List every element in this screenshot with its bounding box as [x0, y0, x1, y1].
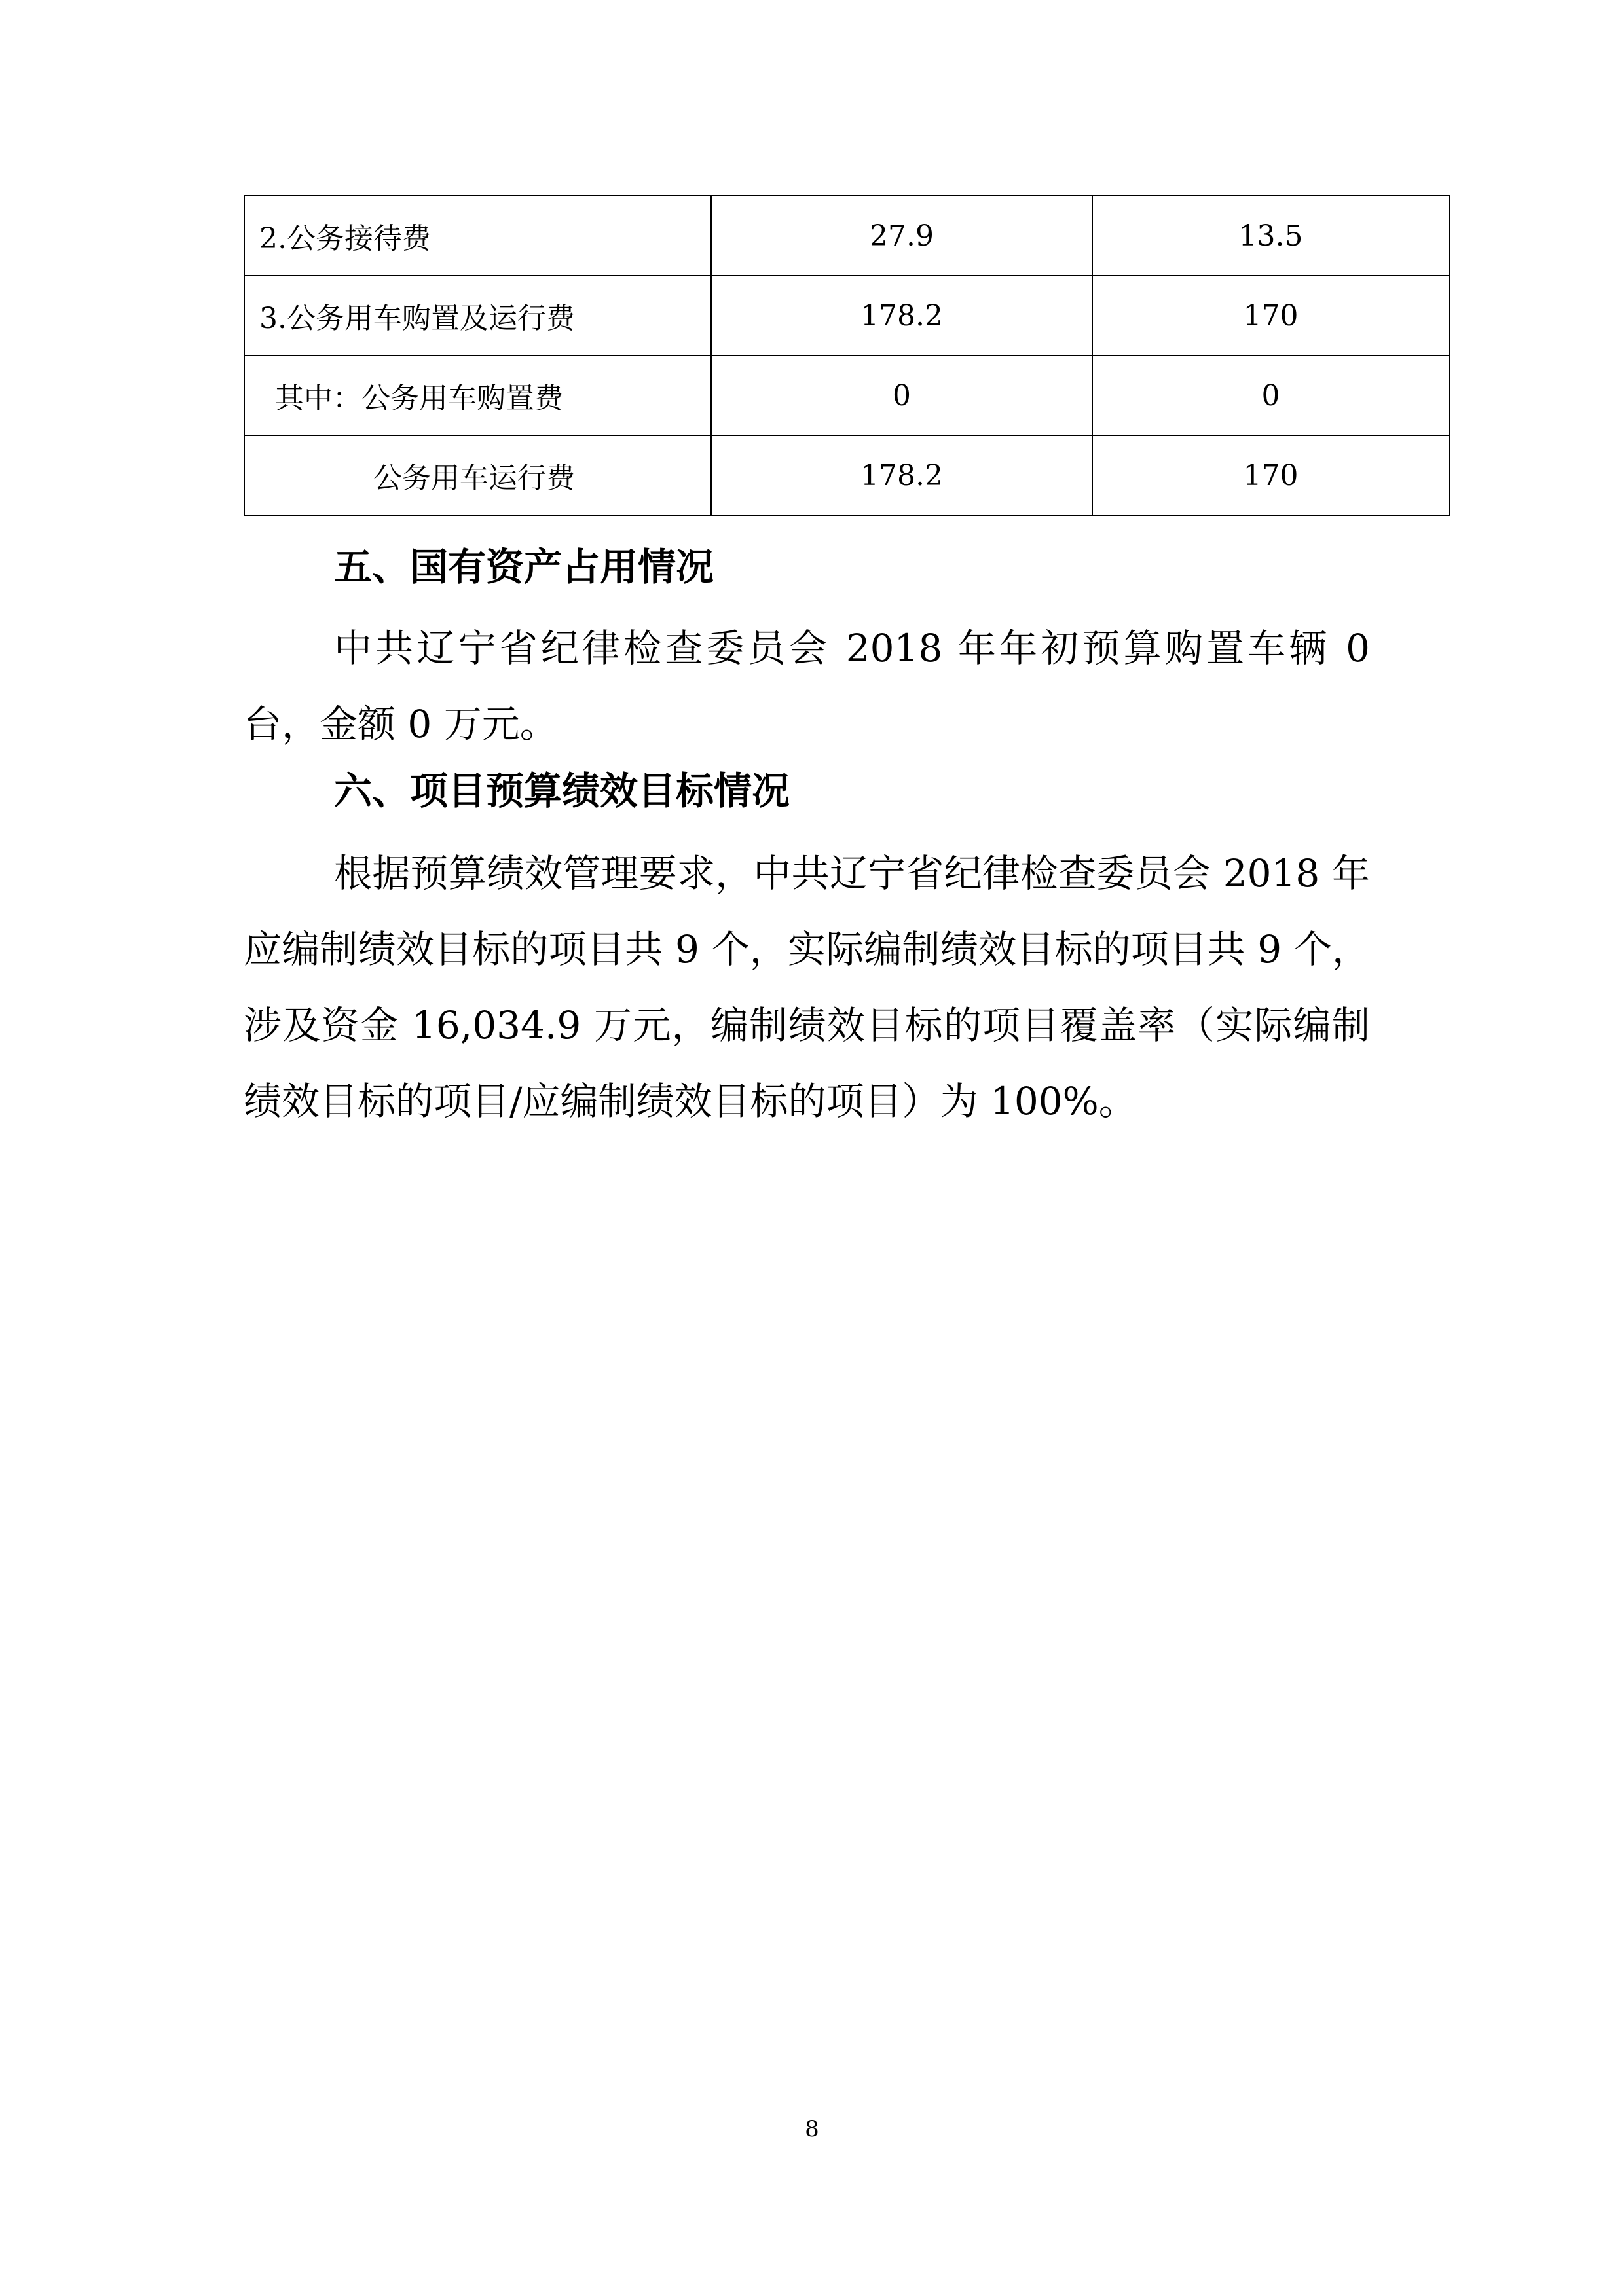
row-label: 3.公务用车购置及运行费	[244, 276, 711, 355]
row-value: 170	[1092, 435, 1449, 515]
section5-paragraph: 中共辽宁省纪律检查委员会 2018 年年初预算购置车辆 0 台，金额 0 万元。	[244, 626, 1370, 746]
section6-body	[244, 835, 1370, 1139]
table-row	[244, 276, 1449, 355]
table-row	[244, 196, 1449, 276]
table-row	[244, 355, 1449, 435]
row-value: 170	[1092, 276, 1449, 355]
page-number: 8	[805, 2116, 819, 2142]
row-value: 27.9	[711, 196, 1092, 276]
expense-table	[244, 195, 1450, 516]
section6-heading: 六、项目预算绩效目标情况	[334, 769, 790, 813]
row-value: 178.2	[711, 276, 1092, 355]
section6-paragraph: 根据预算绩效管理要求，中共辽宁省纪律检查委员会 2018 年应编制绩效目标的项目共 9 个，实际编制绩效目标的项目共 9 个，涉及资金 16,034.9 万元，编制绩效目标的项目覆盖率（实际编制绩效目标的项目/应编制绩效目标的项目）为 100%。	[244, 851, 1370, 1123]
row-value: 0	[711, 355, 1092, 435]
section5-body	[244, 610, 1370, 762]
table-row	[244, 435, 1449, 515]
row-label: 2.公务接待费	[244, 196, 711, 276]
section5-heading: 五、国有资产占用情况	[334, 545, 714, 589]
row-value: 178.2	[711, 435, 1092, 515]
row-label: 其中：公务用车购置费	[244, 355, 711, 435]
row-value: 0	[1092, 355, 1449, 435]
row-value: 13.5	[1092, 196, 1449, 276]
row-label: 公务用车运行费	[244, 435, 711, 515]
